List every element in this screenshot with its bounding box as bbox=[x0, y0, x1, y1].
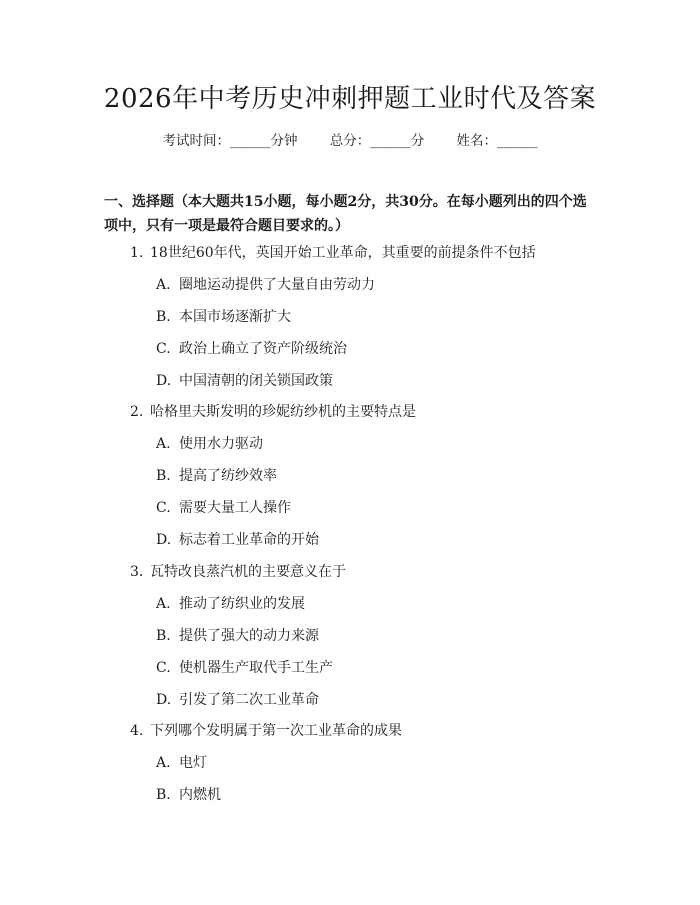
option-letter: B. bbox=[156, 628, 171, 644]
option-letter: B. bbox=[156, 468, 171, 484]
question-3-option-c bbox=[156, 658, 596, 678]
option-letter: A. bbox=[156, 596, 171, 612]
question-text: 下列哪个发明属于第一次工业革命的成果 bbox=[150, 723, 402, 739]
option-text: 引发了第二次工业革命 bbox=[179, 692, 319, 708]
question-4-option-b bbox=[156, 785, 596, 805]
question-1-option-a bbox=[156, 275, 596, 295]
question-1-option-c bbox=[156, 339, 596, 359]
option-text: 政治上确立了资产阶级统治 bbox=[179, 341, 347, 357]
option-text: 电灯 bbox=[179, 755, 207, 771]
option-letter: C. bbox=[156, 341, 171, 357]
option-letter: A. bbox=[156, 277, 171, 293]
question-text: 哈格里夫斯发明的珍妮纺纱机的主要特点是 bbox=[150, 404, 416, 420]
option-text: 本国市场逐渐扩大 bbox=[179, 309, 291, 325]
option-text: 提供了强大的动力来源 bbox=[179, 628, 319, 644]
option-letter: C. bbox=[156, 660, 171, 676]
question-2 bbox=[130, 402, 600, 422]
question-number: 1. bbox=[130, 245, 144, 261]
option-text: 圈地运动提供了大量自由劳动力 bbox=[179, 277, 375, 293]
option-letter: D. bbox=[156, 373, 172, 389]
student-name-field: 姓名：______ bbox=[456, 133, 538, 149]
page-title: 2026年中考历史冲刺押题工业时代及答案 bbox=[103, 84, 597, 114]
option-letter: B. bbox=[156, 787, 171, 803]
option-text: 需要大量工人操作 bbox=[179, 500, 291, 516]
option-text: 标志着工业革命的开始 bbox=[179, 532, 319, 548]
option-text: 内燃机 bbox=[179, 787, 221, 803]
exam-time-field: 考试时间：______分钟 bbox=[162, 133, 298, 149]
option-letter: D. bbox=[156, 532, 172, 548]
question-number: 3. bbox=[130, 564, 144, 580]
option-text: 使用水力驱动 bbox=[179, 436, 263, 452]
question-3-option-a bbox=[156, 594, 596, 614]
total-score-field: 总分：______分 bbox=[329, 133, 425, 149]
question-2-option-d bbox=[156, 530, 596, 550]
question-2-option-b bbox=[156, 466, 596, 486]
exam-info-row bbox=[0, 131, 700, 151]
question-4 bbox=[130, 721, 600, 741]
option-letter: A. bbox=[156, 755, 171, 771]
option-letter: C. bbox=[156, 500, 171, 516]
question-1-option-d bbox=[156, 371, 596, 391]
question-text: 瓦特改良蒸汽机的主要意义在于 bbox=[150, 564, 346, 580]
option-letter: D. bbox=[156, 692, 172, 708]
question-3-option-b bbox=[156, 626, 596, 646]
option-letter: A. bbox=[156, 436, 171, 452]
question-number: 2. bbox=[130, 404, 144, 420]
question-3 bbox=[130, 562, 600, 582]
question-1-option-b bbox=[156, 307, 596, 327]
question-2-option-c bbox=[156, 498, 596, 518]
option-text: 提高了纺纱效率 bbox=[179, 468, 277, 484]
question-text: 18世纪60年代，英国开始工业革命，其重要的前提条件不包括 bbox=[150, 245, 536, 261]
question-4-option-a bbox=[156, 753, 596, 773]
option-text: 推动了纺织业的发展 bbox=[179, 596, 305, 612]
option-text: 使机器生产取代手工生产 bbox=[179, 660, 333, 676]
question-number: 4. bbox=[130, 723, 144, 739]
option-letter: B. bbox=[156, 309, 171, 325]
question-3-option-d bbox=[156, 690, 596, 710]
option-text: 中国清朝的闭关锁国政策 bbox=[179, 373, 333, 389]
question-2-option-a bbox=[156, 434, 596, 454]
question-1 bbox=[130, 243, 600, 263]
section-heading: 一、选择题（本大题共15小题，每小题2分，共30分。在每小题列出的四个选项中，只有一项是最符合题目要求的。） bbox=[104, 194, 587, 234]
